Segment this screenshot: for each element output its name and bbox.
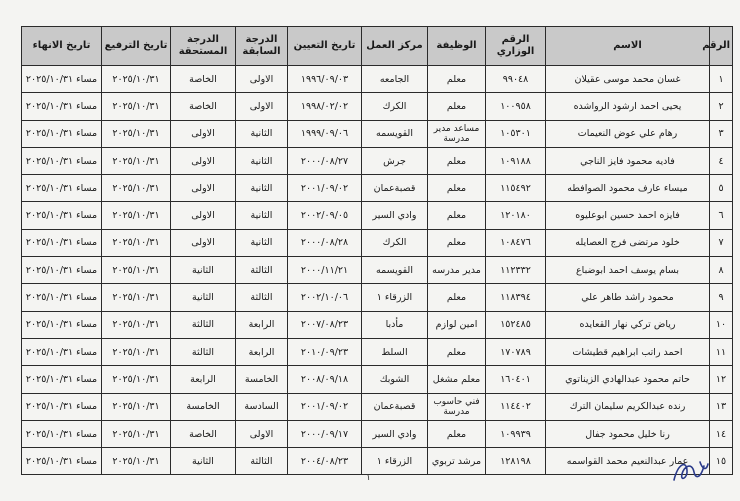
header-index: الرقم xyxy=(710,27,733,66)
cell-appointment-date: ٢٠٠١/٠٩/٠٢ xyxy=(288,175,362,202)
header-name: الاسم xyxy=(546,27,710,66)
cell-index: ١٤ xyxy=(710,420,733,447)
cell-end-date: مساء ٢٠٢٥/١٠/٣١ xyxy=(22,284,102,311)
cell-workplace: مأدبا xyxy=(362,311,428,338)
cell-index: ٦ xyxy=(710,202,733,229)
table-row xyxy=(22,202,733,229)
cell-due-grade: الاولى xyxy=(171,229,236,256)
header-due-grade: الدرجة المستحقة xyxy=(171,27,236,66)
cell-appointment-date: ٢٠٠٠/١١/٢١ xyxy=(288,257,362,284)
cell-workplace: السلط xyxy=(362,338,428,365)
cell-job: مساعد مدير مدرسة xyxy=(428,120,486,147)
cell-promotion-date: ٢٠٢٥/١٠/٣١ xyxy=(102,448,171,475)
cell-job: معلم xyxy=(428,202,486,229)
cell-name: فايزه احمد حسين ابوعليوه xyxy=(546,202,710,229)
cell-workplace: الزرقاء ١ xyxy=(362,284,428,311)
cell-appointment-date: ٢٠٠١/٠٩/٠٢ xyxy=(288,393,362,420)
cell-promotion-date: ٢٠٢٥/١٠/٣١ xyxy=(102,93,171,120)
table-row xyxy=(22,66,733,93)
table-row xyxy=(22,284,733,311)
cell-ministry-number: ١١٨٣٩٤ xyxy=(486,284,546,311)
cell-previous-grade: الثانية xyxy=(236,175,288,202)
cell-ministry-number: ١١٥٤٩٢ xyxy=(486,175,546,202)
cell-appointment-date: ٢٠٠٠/٠٨/٢٧ xyxy=(288,147,362,174)
table-row xyxy=(22,175,733,202)
cell-due-grade: الاولى xyxy=(171,202,236,229)
cell-name: حاتم محمود عبدالهادي الزيناتوي xyxy=(546,366,710,393)
cell-end-date: مساء ٢٠٢٥/١٠/٣١ xyxy=(22,175,102,202)
table-row xyxy=(22,311,733,338)
header-end-date: تاريخ الانهاء xyxy=(22,27,102,66)
cell-previous-grade: الثانية xyxy=(236,229,288,256)
cell-promotion-date: ٢٠٢٥/١٠/٣١ xyxy=(102,393,171,420)
cell-due-grade: الثالثة xyxy=(171,311,236,338)
cell-ministry-number: ١٦٠٤٠١ xyxy=(486,366,546,393)
cell-ministry-number: ١٠٩٩٣٩ xyxy=(486,420,546,447)
cell-due-grade: الخاصة xyxy=(171,420,236,447)
cell-job: فني حاسوب مدرسة xyxy=(428,393,486,420)
cell-job: معلم xyxy=(428,420,486,447)
header-promotion-date: تاريخ الترفيع xyxy=(102,27,171,66)
cell-index: ١٠ xyxy=(710,311,733,338)
cell-previous-grade: الاولى xyxy=(236,420,288,447)
cell-appointment-date: ١٩٩٨/٠٢/٠٢ xyxy=(288,93,362,120)
cell-job: معلم xyxy=(428,147,486,174)
cell-ministry-number: ٩٩٠٤٨ xyxy=(486,66,546,93)
cell-previous-grade: السادسة xyxy=(236,393,288,420)
cell-name: ميساء عارف محمود الصوافطه xyxy=(546,175,710,202)
cell-due-grade: الاولى xyxy=(171,120,236,147)
cell-appointment-date: ٢٠٠٠/٠٩/١٧ xyxy=(288,420,362,447)
cell-index: ٢ xyxy=(710,93,733,120)
cell-promotion-date: ٢٠٢٥/١٠/٣١ xyxy=(102,175,171,202)
cell-previous-grade: الثالثة xyxy=(236,448,288,475)
cell-index: ١٥ xyxy=(710,448,733,475)
cell-workplace: الكرك xyxy=(362,229,428,256)
cell-name: رنا خليل محمود جفال xyxy=(546,420,710,447)
cell-end-date: مساء ٢٠٢٥/١٠/٣١ xyxy=(22,120,102,147)
cell-end-date: مساء ٢٠٢٥/١٠/٣١ xyxy=(22,229,102,256)
cell-promotion-date: ٢٠٢٥/١٠/٣١ xyxy=(102,147,171,174)
cell-ministry-number: ١٠٠٩٥٨ xyxy=(486,93,546,120)
cell-previous-grade: الثالثة xyxy=(236,284,288,311)
cell-promotion-date: ٢٠٢٥/١٠/٣١ xyxy=(102,420,171,447)
table-row xyxy=(22,120,733,147)
cell-promotion-date: ٢٠٢٥/١٠/٣١ xyxy=(102,257,171,284)
cell-appointment-date: ١٩٩٦/٠٩/٠٣ xyxy=(288,66,362,93)
cell-name: فاديه محمود فايز الناجي xyxy=(546,147,710,174)
cell-ministry-number: ١٢٠١٨٠ xyxy=(486,202,546,229)
cell-job: مرشد تربوي xyxy=(428,448,486,475)
cell-job: مدير مدرسه xyxy=(428,257,486,284)
cell-job: معلم xyxy=(428,338,486,365)
cell-index: ٥ xyxy=(710,175,733,202)
table-row xyxy=(22,420,733,447)
cell-index: ١٢ xyxy=(710,366,733,393)
cell-workplace: قصبةعمان xyxy=(362,393,428,420)
cell-job: معلم مشغل xyxy=(428,366,486,393)
cell-name: محمود راشد طاهر علي xyxy=(546,284,710,311)
cell-end-date: مساء ٢٠٢٥/١٠/٣١ xyxy=(22,66,102,93)
cell-end-date: مساء ٢٠٢٥/١٠/٣١ xyxy=(22,311,102,338)
cell-ministry-number: ١١٢٣٣٢ xyxy=(486,257,546,284)
cell-previous-grade: الثانية xyxy=(236,120,288,147)
cell-end-date: مساء ٢٠٢٥/١٠/٣١ xyxy=(22,257,102,284)
cell-name: احمد راتب ابراهيم قطيشات xyxy=(546,338,710,365)
cell-workplace: القويسمه xyxy=(362,120,428,147)
cell-promotion-date: ٢٠٢٥/١٠/٣١ xyxy=(102,66,171,93)
header-previous-grade: الدرجة السابقة xyxy=(236,27,288,66)
cell-workplace: الزرقاء ١ xyxy=(362,448,428,475)
cell-index: ٧ xyxy=(710,229,733,256)
cell-due-grade: الاولى xyxy=(171,147,236,174)
cell-previous-grade: الرابعة xyxy=(236,338,288,365)
cell-index: ٤ xyxy=(710,147,733,174)
cell-promotion-date: ٢٠٢٥/١٠/٣١ xyxy=(102,338,171,365)
cell-ministry-number: ١٠٨٤٧٦ xyxy=(486,229,546,256)
cell-end-date: مساء ٢٠٢٥/١٠/٣١ xyxy=(22,420,102,447)
cell-promotion-date: ٢٠٢٥/١٠/٣١ xyxy=(102,229,171,256)
cell-name: بسام يوسف احمد ابوضباع xyxy=(546,257,710,284)
handwritten-signature-icon xyxy=(670,454,712,488)
cell-end-date: مساء ٢٠٢٥/١٠/٣١ xyxy=(22,448,102,475)
cell-workplace: الشوبك xyxy=(362,366,428,393)
cell-ministry-number: ١٠٥٣٠١ xyxy=(486,120,546,147)
cell-previous-grade: الثانية xyxy=(236,202,288,229)
table-row xyxy=(22,448,733,475)
cell-workplace: وادي السير xyxy=(362,202,428,229)
table-row xyxy=(22,147,733,174)
cell-promotion-date: ٢٠٢٥/١٠/٣١ xyxy=(102,202,171,229)
cell-end-date: مساء ٢٠٢٥/١٠/٣١ xyxy=(22,366,102,393)
cell-due-grade: الثالثة xyxy=(171,338,236,365)
cell-workplace: الكرك xyxy=(362,93,428,120)
cell-due-grade: الخامسة xyxy=(171,393,236,420)
cell-promotion-date: ٢٠٢٥/١٠/٣١ xyxy=(102,311,171,338)
table-row xyxy=(22,229,733,256)
cell-previous-grade: الرابعة xyxy=(236,311,288,338)
header-job: الوظيفة xyxy=(428,27,486,66)
page-number: ١ xyxy=(366,473,371,483)
cell-appointment-date: ٢٠٠٧/٠٨/٢٣ xyxy=(288,311,362,338)
table-row xyxy=(22,93,733,120)
cell-appointment-date: ١٩٩٩/٠٩/٠٦ xyxy=(288,120,362,147)
cell-ministry-number: ١١٤٤٠٢ xyxy=(486,393,546,420)
cell-ministry-number: ١٧٠٧٨٩ xyxy=(486,338,546,365)
cell-name: عمار عبدالنعيم محمد القواسمه xyxy=(546,448,710,475)
cell-index: ٣ xyxy=(710,120,733,147)
cell-name: رهام علي عوض النعيمات xyxy=(546,120,710,147)
cell-appointment-date: ٢٠٠٨/٠٩/١٨ xyxy=(288,366,362,393)
cell-index: ٨ xyxy=(710,257,733,284)
table-row xyxy=(22,257,733,284)
cell-end-date: مساء ٢٠٢٥/١٠/٣١ xyxy=(22,202,102,229)
cell-previous-grade: الخامسة xyxy=(236,366,288,393)
table-row xyxy=(22,366,733,393)
cell-end-date: مساء ٢٠٢٥/١٠/٣١ xyxy=(22,338,102,365)
cell-due-grade: الثانية xyxy=(171,448,236,475)
cell-due-grade: الثانية xyxy=(171,284,236,311)
cell-ministry-number: ١٥٢٤٨٥ xyxy=(486,311,546,338)
header-ministry-number: الرقم الوزاري xyxy=(486,27,546,66)
cell-due-grade: الرابعة xyxy=(171,366,236,393)
cell-appointment-date: ٢٠١٠/٠٩/٢٣ xyxy=(288,338,362,365)
table-header-row xyxy=(22,27,733,66)
cell-appointment-date: ٢٠٠٢/١٠/٠٦ xyxy=(288,284,362,311)
cell-due-grade: الثانية xyxy=(171,257,236,284)
cell-name: يحيى احمد ارشود الرواشده xyxy=(546,93,710,120)
cell-promotion-date: ٢٠٢٥/١٠/٣١ xyxy=(102,366,171,393)
cell-previous-grade: الاولى xyxy=(236,93,288,120)
cell-end-date: مساء ٢٠٢٥/١٠/٣١ xyxy=(22,393,102,420)
cell-previous-grade: الاولى xyxy=(236,66,288,93)
cell-promotion-date: ٢٠٢٥/١٠/٣١ xyxy=(102,120,171,147)
cell-index: ١١ xyxy=(710,338,733,365)
table-row xyxy=(22,393,733,420)
cell-due-grade: الخاصة xyxy=(171,66,236,93)
cell-name: غسان محمد موسى عقيلان xyxy=(546,66,710,93)
cell-job: معلم xyxy=(428,284,486,311)
promotion-table xyxy=(21,26,733,475)
cell-job: امين لوازم xyxy=(428,311,486,338)
cell-workplace: وادي السير xyxy=(362,420,428,447)
cell-job: معلم xyxy=(428,66,486,93)
cell-job: معلم xyxy=(428,229,486,256)
cell-previous-grade: الثالثة xyxy=(236,257,288,284)
cell-name: خلود مرتضى فرج العصايله xyxy=(546,229,710,256)
header-workplace: مركز العمل xyxy=(362,27,428,66)
cell-promotion-date: ٢٠٢٥/١٠/٣١ xyxy=(102,284,171,311)
cell-job: معلم xyxy=(428,175,486,202)
cell-appointment-date: ٢٠٠٤/٠٨/٢٣ xyxy=(288,448,362,475)
table-row xyxy=(22,338,733,365)
cell-workplace: قصبةعمان xyxy=(362,175,428,202)
cell-ministry-number: ١٠٩١٨٨ xyxy=(486,147,546,174)
cell-appointment-date: ٢٠٠٢/٠٩/٠٥ xyxy=(288,202,362,229)
cell-job: معلم xyxy=(428,93,486,120)
cell-due-grade: الاولى xyxy=(171,175,236,202)
cell-ministry-number: ١٢٨١٩٨ xyxy=(486,448,546,475)
cell-workplace: القويسمه xyxy=(362,257,428,284)
cell-workplace: جرش xyxy=(362,147,428,174)
cell-name: رياض تركي نهار القعايده xyxy=(546,311,710,338)
cell-previous-grade: الثانية xyxy=(236,147,288,174)
cell-due-grade: الخاصة xyxy=(171,93,236,120)
cell-end-date: مساء ٢٠٢٥/١٠/٣١ xyxy=(22,93,102,120)
cell-workplace: الجامعه xyxy=(362,66,428,93)
cell-index: ١٣ xyxy=(710,393,733,420)
cell-index: ١ xyxy=(710,66,733,93)
cell-appointment-date: ٢٠٠٠/٠٨/٢٨ xyxy=(288,229,362,256)
cell-index: ٩ xyxy=(710,284,733,311)
cell-name: رنده عبدالكريم سليمان الترك xyxy=(546,393,710,420)
cell-end-date: مساء ٢٠٢٥/١٠/٣١ xyxy=(22,147,102,174)
header-appointment-date: تاريخ التعيين xyxy=(288,27,362,66)
